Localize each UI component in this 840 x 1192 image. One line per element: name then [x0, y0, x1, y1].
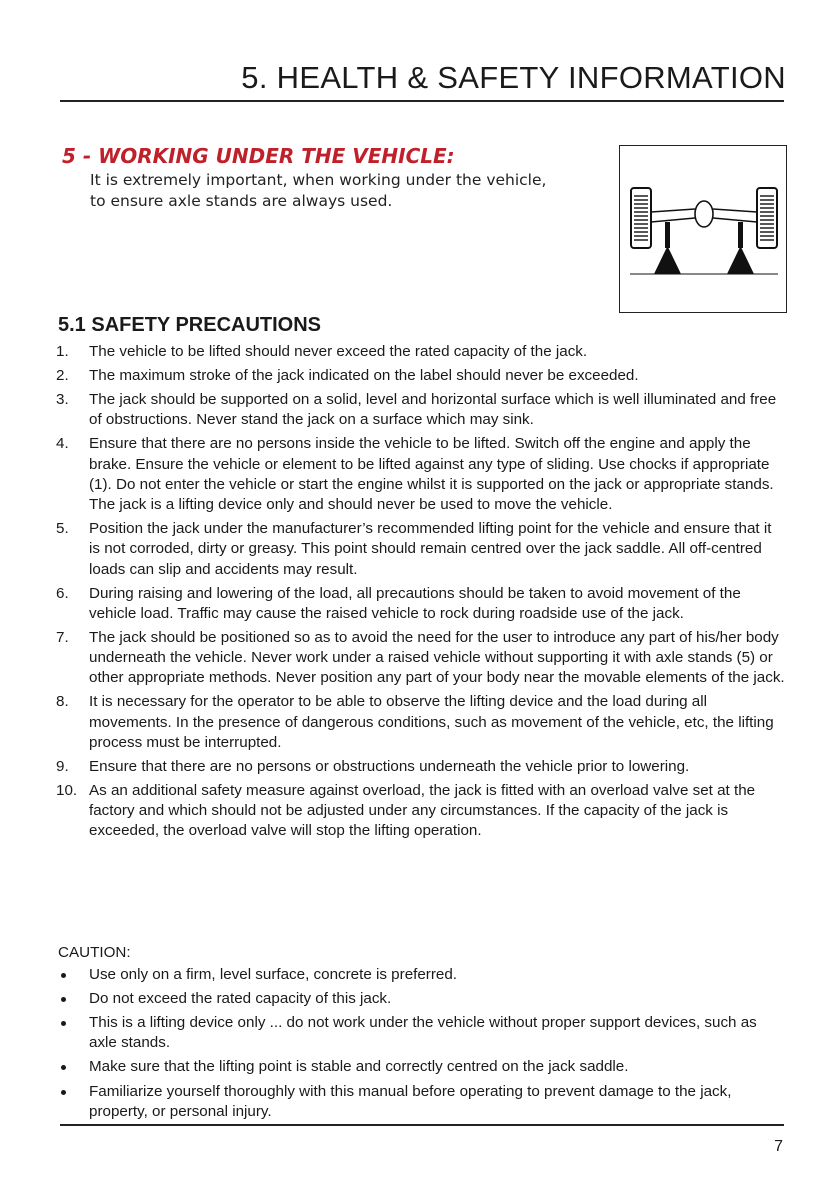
item-number: 5.: [56, 520, 69, 538]
page-number: 7: [774, 1138, 783, 1155]
item-text: The jack should be positioned so as to avoid the need for the user to introduce any part of his/her body underneath the vehicle. Never work under a raised vehicle without supporting it with axle stands (5) or other appropriate methods. Never position any part of your body near the movable elements of the jack.: [89, 628, 785, 687]
list-item: [56, 342, 786, 362]
list-item: [56, 366, 786, 386]
caution-list: [56, 965, 786, 1126]
list-item: [56, 1082, 786, 1122]
list-item: [56, 519, 786, 580]
page-title: 5. HEALTH & SAFETY INFORMATION: [241, 60, 786, 95]
precautions-list: [56, 342, 786, 846]
list-item: [56, 628, 786, 689]
list-item: [56, 692, 786, 753]
item-text: Do not exceed the rated capacity of this jack.: [89, 990, 392, 1008]
item-number: 10.: [56, 782, 78, 800]
item-text: Familiarize yourself thoroughly with this manual before operating to prevent damage to the jack, property, or personal injury.: [89, 1082, 732, 1120]
bullet-icon: [61, 1065, 66, 1070]
header-divider: [60, 100, 784, 102]
item-text: Make sure that the lifting point is stable and correctly centred on the jack saddle.: [89, 1058, 629, 1076]
intro-line-1: It is extremely important, when working under the vehicle,: [90, 171, 547, 189]
list-item: [56, 989, 786, 1009]
item-text: The maximum stroke of the jack indicated on the label should never be exceeded.: [89, 367, 639, 385]
item-text: Ensure that there are no persons or obstructions underneath the vehicle prior to lowering.: [89, 757, 690, 775]
caution-label: CAUTION:: [58, 944, 131, 961]
list-item: [56, 781, 786, 842]
section-heading: 5 - WORKING UNDER THE VEHICLE:: [62, 144, 455, 168]
item-number: 2.: [56, 367, 69, 385]
item-number: 4.: [56, 435, 69, 453]
list-item: [56, 965, 786, 985]
list-item: [56, 434, 786, 515]
axle-stands-figure: [619, 145, 787, 313]
list-item: [56, 390, 786, 430]
item-text: This is a lifting device only ... do not work under the vehicle without proper support devices, such as axle stands.: [89, 1014, 757, 1052]
item-number: 6.: [56, 584, 69, 602]
item-text: Use only on a firm, level surface, concrete is preferred.: [89, 966, 458, 983]
item-number: 1.: [56, 343, 69, 360]
item-text: During raising and lowering of the load, all precautions should be taken to avoid movement of the vehicle load. Traffic may cause the raised vehicle to rock during roadside use of the jack.: [89, 584, 741, 622]
item-number: 9.: [56, 757, 69, 775]
section-intro: [90, 170, 610, 212]
item-text: It is necessary for the operator to be able to observe the lifting device and the load during all movements. In the presence of dangerous conditions, such as movement of the vehicle, etc, the lifting process must be interrupted.: [89, 693, 774, 751]
bullet-icon: [61, 1021, 66, 1026]
item-text: As an additional safety measure against overload, the jack is fitted with an overload valve set at the factory and which should not be adjusted under any circumstances. If the capacity of the jack is exceeded, the overload valve will stop the lifting operation.: [89, 782, 756, 840]
list-item: [56, 757, 786, 777]
item-text: The vehicle to be lifted should never exceed the rated capacity of the jack.: [89, 343, 588, 360]
footer-divider: [60, 1124, 784, 1126]
list-item: [56, 1013, 786, 1053]
list-item: [56, 584, 786, 624]
precautions-heading: 5.1 SAFETY PRECAUTIONS: [58, 314, 322, 336]
item-number: 8.: [56, 693, 69, 711]
bullet-icon: [61, 997, 66, 1002]
item-number: 7.: [56, 628, 69, 646]
item-text: The jack should be supported on a solid, level and horizontal surface which is well illuminated and free of obstructions. Never stand the jack on a surface which may sink.: [89, 391, 777, 429]
item-text: Position the jack under the manufacturer’s recommended lifting point for the vehicle and ensure that it is not corroded, dirty or greasy. This point should remain centred over the jack saddle. All off-centred loads can slip and accidents may result.: [89, 520, 772, 578]
axle-stands-illustration-icon: [620, 146, 788, 314]
bullet-icon: [61, 973, 66, 978]
list-item: [56, 1057, 786, 1077]
intro-line-2: to ensure axle stands are always used.: [90, 192, 393, 210]
bullet-icon: [61, 1090, 66, 1095]
item-number: 3.: [56, 391, 69, 409]
item-text: Ensure that there are no persons inside the vehicle to be lifted. Switch off the engine and apply the brake. Ensure the vehicle or element to be lifted against any type of sliding. Use chocks if appropriate (1). Do not enter the vehicle or start the engine whilst it is supported on the jack or appropriate stands. The jack is a lifting device only and should never be used to move the vehicle.: [89, 435, 774, 514]
